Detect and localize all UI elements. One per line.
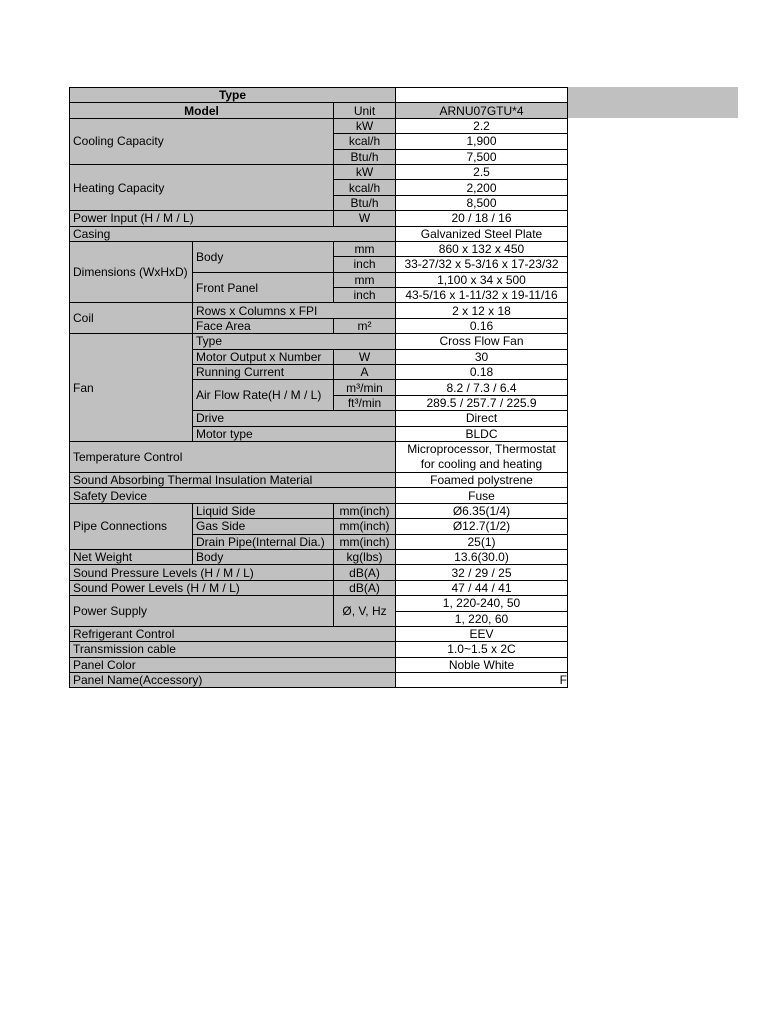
- transmission-label: Transmission cable: [70, 642, 396, 657]
- unit-cell: mm: [334, 241, 396, 256]
- value-cell: 30: [396, 349, 568, 364]
- net-weight-label: Net Weight: [70, 549, 193, 564]
- pipe-sub-label: Drain Pipe(Internal Dia.): [193, 534, 334, 549]
- fan-type-label: Type: [193, 334, 396, 349]
- table-row: [70, 503, 568, 518]
- value-cell: 0.16: [396, 318, 568, 333]
- power-input-label: Power Input (H / M / L): [70, 211, 334, 226]
- fan-label: Fan: [70, 334, 193, 442]
- value-cell: 2,200: [396, 180, 568, 195]
- type-value: [396, 88, 568, 103]
- spec-table: [69, 87, 568, 688]
- value-line: for cooling and heating: [420, 456, 543, 471]
- value-cell: 8.2 / 7.3 / 6.4: [396, 380, 568, 395]
- table-row: [70, 118, 568, 133]
- table-row: [70, 472, 568, 487]
- net-weight-sub-label: Body: [193, 549, 334, 564]
- value-cell: 2.5: [396, 164, 568, 179]
- table-row: [70, 580, 568, 595]
- table-row: [70, 549, 568, 564]
- fan-current-label: Running Current: [193, 365, 334, 380]
- heating-label: Heating Capacity: [70, 164, 334, 210]
- unit-cell: kcal/h: [334, 180, 396, 195]
- unit-cell: kW: [334, 118, 396, 133]
- unit-cell: A: [334, 365, 396, 380]
- table-row: [70, 164, 568, 179]
- unit-cell: dB(A): [334, 565, 396, 580]
- unit-header: Unit: [334, 103, 396, 118]
- unit-cell: kcal/h: [334, 134, 396, 149]
- panel-color-label: Panel Color: [70, 657, 396, 672]
- value-cell: 32 / 29 / 25: [396, 565, 568, 580]
- type-header: Type: [70, 88, 396, 103]
- table-row: [70, 626, 568, 641]
- cooling-label: Cooling Capacity: [70, 118, 334, 164]
- pipe-sub-label: Gas Side: [193, 519, 334, 534]
- table-row: [70, 673, 568, 688]
- value-cell: Fuse: [396, 488, 568, 503]
- pipe-label: Pipe Connections: [70, 503, 193, 549]
- dimensions-body-label: Body: [193, 241, 334, 272]
- temperature-control-value: [396, 441, 568, 472]
- table-row: [70, 596, 568, 611]
- value-cell: 47 / 44 / 41: [396, 580, 568, 595]
- table-row: [70, 241, 568, 256]
- value-cell: 43-5/16 x 1-11/32 x 19-11/16: [396, 288, 568, 303]
- unit-cell: mm: [334, 272, 396, 287]
- fan-drive-label: Drive: [193, 411, 396, 426]
- value-cell: 20 / 18 / 16: [396, 211, 568, 226]
- value-cell: Direct: [396, 411, 568, 426]
- value-cell: 2.2: [396, 118, 568, 133]
- table-row: [70, 226, 568, 241]
- value-cell: 0.18: [396, 365, 568, 380]
- table-row: [70, 488, 568, 503]
- unit-cell: mm(inch): [334, 534, 396, 549]
- coil-label: Coil: [70, 303, 193, 334]
- value-cell: 25(1): [396, 534, 568, 549]
- pipe-sub-label: Liquid Side: [193, 503, 334, 518]
- value-cell: 8,500: [396, 195, 568, 210]
- unit-cell: W: [334, 349, 396, 364]
- power-supply-label: Power Supply: [70, 596, 334, 627]
- value-cell: Cross Flow Fan: [396, 334, 568, 349]
- table-row: [70, 103, 568, 118]
- unit-cell: kg(lbs): [334, 549, 396, 564]
- swl-label: Sound Power Levels (H / M / L): [70, 580, 334, 595]
- table-row: [70, 211, 568, 226]
- table-row: [70, 334, 568, 349]
- unit-cell: Btu/h: [334, 149, 396, 164]
- value-cell: 2 x 12 x 18: [396, 303, 568, 318]
- fan-motor-type-label: Motor type: [193, 426, 396, 441]
- table-row: [70, 441, 568, 472]
- unit-cell: mm(inch): [334, 519, 396, 534]
- casing-label: Casing: [70, 226, 396, 241]
- unit-cell: inch: [334, 257, 396, 272]
- value-cell: 7,500: [396, 149, 568, 164]
- value-cell: 1, 220, 60: [396, 611, 568, 626]
- temperature-control-label: Temperature Control: [70, 441, 396, 472]
- table-row: [70, 303, 568, 318]
- unit-cell: mm(inch): [334, 503, 396, 518]
- value-line: Microprocessor, Thermostat: [407, 441, 556, 456]
- value-cell: 13.6(30.0): [396, 549, 568, 564]
- fan-airflow-label: Air Flow Rate(H / M / L): [193, 380, 334, 411]
- fan-motor-label: Motor Output x Number: [193, 349, 334, 364]
- value-cell: 1, 220-240, 50: [396, 596, 568, 611]
- dimensions-front-label: Front Panel: [193, 272, 334, 303]
- table-row: [70, 88, 568, 103]
- model-header: Model: [70, 103, 334, 118]
- value-cell: 1.0~1.5 x 2C: [396, 642, 568, 657]
- insulation-label: Sound Absorbing Thermal Insulation Material: [70, 472, 396, 487]
- dimensions-label: Dimensions (WxHxD): [70, 241, 193, 303]
- value-cell: Ø6.35(1/4): [396, 503, 568, 518]
- unit-cell: m²: [334, 318, 396, 333]
- unit-cell: Btu/h: [334, 195, 396, 210]
- unit-cell: m³/min: [334, 380, 396, 395]
- value-cell: BLDC: [396, 426, 568, 441]
- value-cell: 289.5 / 257.7 / 225.9: [396, 395, 568, 410]
- unit-cell: Ø, V, Hz: [334, 596, 396, 627]
- spl-label: Sound Pressure Levels (H / M / L): [70, 565, 334, 580]
- value-cell: 1,100 x 34 x 500: [396, 272, 568, 287]
- value-cell: Galvanized Steel Plate: [396, 226, 568, 241]
- unit-cell: dB(A): [334, 580, 396, 595]
- value-cell: Foamed polystrene: [396, 472, 568, 487]
- value-cell: 1,900: [396, 134, 568, 149]
- unit-cell: inch: [334, 288, 396, 303]
- panel-name-label: Panel Name(Accessory): [70, 673, 396, 688]
- value-cell: EEV: [396, 626, 568, 641]
- coil-face-label: Face Area: [193, 318, 334, 333]
- value-cell: Noble White: [396, 657, 568, 672]
- coil-rows-label: Rows x Columns x FPI: [193, 303, 396, 318]
- unit-cell: ft³/min: [334, 395, 396, 410]
- header-grey-extension: [566, 87, 738, 118]
- model-value: ARNU07GTU*4: [396, 103, 568, 118]
- unit-cell: kW: [334, 164, 396, 179]
- unit-cell: W: [334, 211, 396, 226]
- table-row: [70, 657, 568, 672]
- refrigerant-label: Refrigerant Control: [70, 626, 396, 641]
- value-cell: F: [396, 673, 568, 688]
- table-row: [70, 642, 568, 657]
- table-row: [70, 565, 568, 580]
- safety-label: Safety Device: [70, 488, 396, 503]
- value-cell: 860 x 132 x 450: [396, 241, 568, 256]
- value-cell: 33-27/32 x 5-3/16 x 17-23/32: [396, 257, 568, 272]
- value-cell: Ø12.7(1/2): [396, 519, 568, 534]
